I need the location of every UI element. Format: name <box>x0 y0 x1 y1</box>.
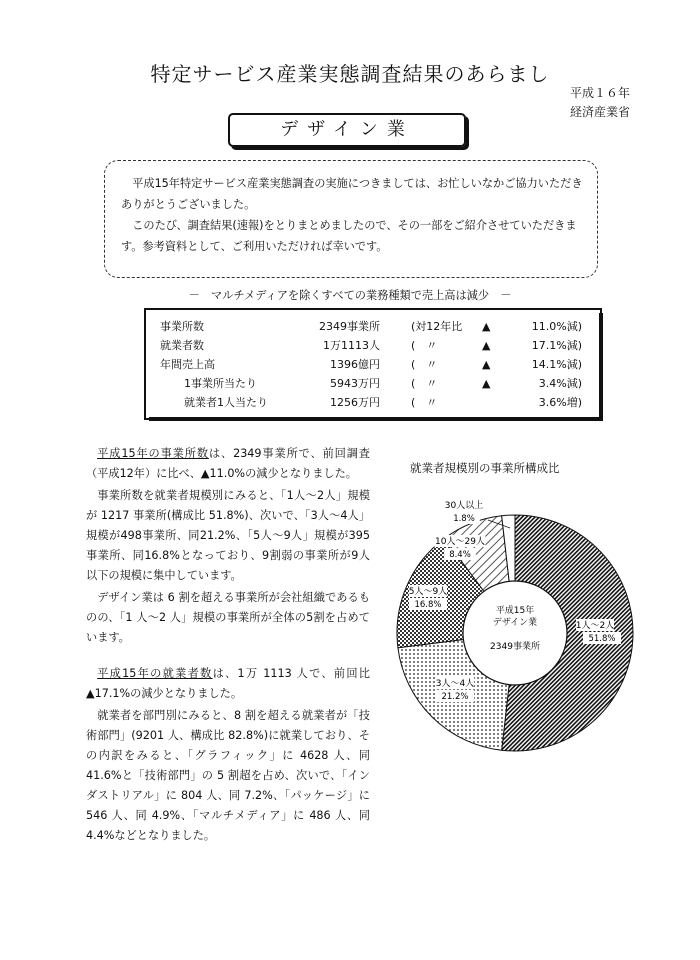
summary-label: 年間売上高 <box>160 358 215 371</box>
chart-title: 就業者規模別の事業所構成比 <box>410 461 560 475</box>
size-paragraph: 事業所数を就業者規模別にみると、「1人～2人」規模が 1217 事業所(構成比 51.8%)、次いで、「3人～4人」規模が498事業所、同21.2%、「5人～9人」規模が395事業所、同16.8%となっており、9割弱の事業所が9人以下の規模に集中しています。 <box>86 489 370 582</box>
summary-rate: 17.1%減) <box>531 339 582 352</box>
summary-rate: 3.6%増) <box>538 396 582 409</box>
summary-rate: 11.0%減) <box>531 320 582 333</box>
summary-compare: ( 〃 <box>411 396 438 409</box>
summary-rate: 14.1%減) <box>531 358 582 371</box>
summary-value: 2349事業所 <box>319 320 380 333</box>
center-label: 平成15年 <box>495 606 535 616</box>
summary-row <box>146 394 600 412</box>
slice-name-label: 10人～29人 <box>435 537 485 547</box>
page-title: 特定サービス産業実態調査結果のあらまし <box>150 62 550 86</box>
summary-compare: ( 〃 <box>411 377 438 390</box>
text-column <box>86 444 370 848</box>
summary-row <box>146 356 600 374</box>
summary-table <box>144 308 602 420</box>
slice-value-label: 51.8% <box>588 634 616 644</box>
slice-name-label: 3人～4人 <box>435 679 475 689</box>
slice-name-label: 1人～2人 <box>575 621 615 631</box>
slice-value-label: 21.2% <box>441 692 469 702</box>
summary-headline: － マルチメディアを除くすべての業務種類で売上高は減少 － <box>188 289 512 302</box>
section-heading: 平成15年の事業所数 <box>97 447 209 460</box>
employees-paragraph <box>86 664 370 704</box>
section-heading: 平成15年の就業者数 <box>97 667 213 680</box>
summary-label: 1事業所当たり <box>184 377 257 390</box>
industry-category-box: デザイン業 <box>228 113 466 147</box>
summary-label: 就業者数 <box>160 339 204 352</box>
slice-value-label: 16.8% <box>414 600 442 610</box>
department-paragraph: 就業者を部門別にみると、8 割を超える就業者が「技術部門」(9201 人、構成比 82.8%)に就業しており、その内訳をみると、「グラフィック」に 4628 人、同 41.6%と「技術部門」の 5 割超を占め、次いで、「インダストリアル」に 804 人、同 7.2%、「パッケージ」に 546 人、同 4.9%、「マルチメディア」に 486 人、同4.4%などとなりました。 <box>86 709 370 842</box>
summary-rate: 3.4%減) <box>538 377 582 390</box>
establishments-paragraph <box>86 444 370 484</box>
summary-row <box>146 337 600 355</box>
issue-date: 平成１６年 <box>569 86 630 100</box>
paragraph-text: は、2349事業所で、前回調査（平成12年）に比べ、▲11.0%の減少となりました。 <box>86 447 370 480</box>
intro-paragraph: 平成15年特定サービス産業実態調査の実施につきましては、お忙しいなかご協力いただきありがとうございました。 <box>121 177 583 211</box>
decrease-marker: ▲ <box>482 320 491 333</box>
pie-center-hole <box>463 581 567 685</box>
summary-compare: ( 〃 <box>411 339 438 352</box>
slice-value-label: 1.8% <box>453 514 475 524</box>
summary-label: 事業所数 <box>160 320 204 333</box>
slice-name-label: 5人～9人 <box>408 587 448 597</box>
slice-value-label: 8.4% <box>449 550 471 560</box>
summary-value: 1256万円 <box>330 396 380 409</box>
summary-value: 5943万円 <box>330 377 380 390</box>
intro-message-box <box>104 160 598 278</box>
summary-compare: (対12年比 <box>411 320 463 333</box>
paragraph-text: は、1万 1113 人で、前回比▲17.1%の減少となりました。 <box>86 667 370 700</box>
slice-name-label: 30人以上 <box>444 501 484 511</box>
decrease-marker: ▲ <box>482 358 491 371</box>
organization-paragraph: デザイン業は 6 割を超える事業所が会社組織であるものの、「1 人～2 人」規模の事業所が全体の5割を占めています。 <box>86 591 370 644</box>
pie-chart <box>380 480 680 780</box>
center-label: デザイン業 <box>492 618 538 628</box>
issuing-ministry: 経済産業省 <box>569 105 630 119</box>
decrease-marker: ▲ <box>482 377 491 390</box>
summary-value: 1万1113人 <box>323 339 380 352</box>
summary-row <box>146 375 600 393</box>
summary-value: 1396億円 <box>330 358 380 371</box>
decrease-marker: ▲ <box>482 339 491 352</box>
intro-paragraph: このたび、調査結果(速報)をとりまとめましたので、その一部をご紹介させていただきます。参考資料として、ご利用いただければ幸いです。 <box>121 219 577 253</box>
center-label: 2349事業所 <box>490 642 540 652</box>
summary-compare: ( 〃 <box>411 358 438 371</box>
summary-row <box>146 318 600 336</box>
summary-label: 就業者1人当たり <box>184 396 268 409</box>
